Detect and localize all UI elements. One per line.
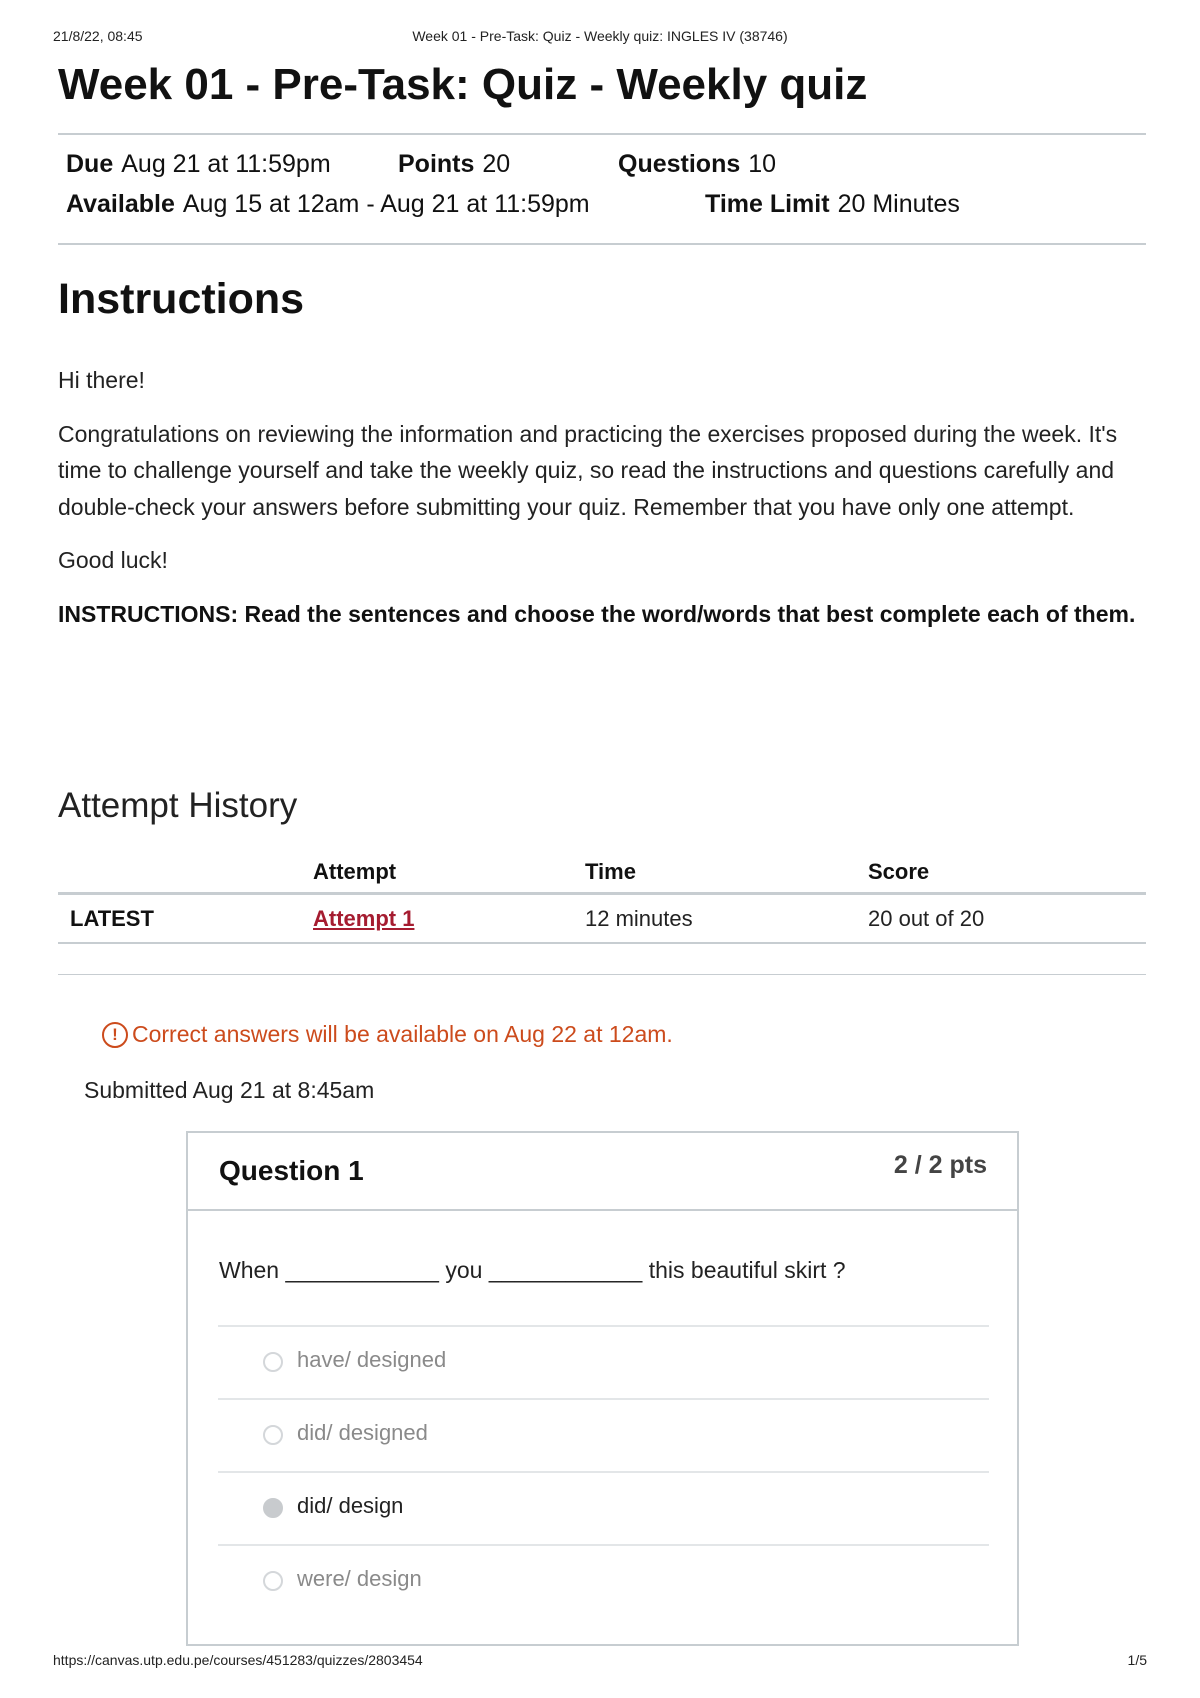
attempt-1-link[interactable]: Attempt 1 [313, 905, 415, 931]
divider [58, 133, 1146, 135]
divider [58, 974, 1146, 975]
questions-value: 10 [748, 150, 777, 178]
description-text: Congratulations on reviewing the information and practicing the exercises proposed during the week. It's time to challenge yourself and take the weekly quiz, so read the instructions and questions carefully and double-check your answers before submitting your quiz. Remember that you have only one attempt. [58, 420, 1118, 520]
questions-detail [618, 150, 776, 179]
answer-option[interactable] [218, 1544, 989, 1617]
answer-label: did/ design [297, 1493, 404, 1518]
column-header-attempt: Attempt [313, 852, 585, 894]
due-label: Due [66, 150, 114, 178]
answer-option-selected[interactable] [218, 1471, 989, 1544]
greeting-text: Hi there! [58, 367, 145, 393]
time-limit-label: Time Limit [705, 190, 830, 218]
radio-button[interactable] [263, 1571, 283, 1591]
good-luck-text: Good luck! [58, 547, 168, 573]
table-header-row [58, 852, 1146, 894]
warning-circle-icon: ! [102, 1022, 128, 1048]
attempt-cell [313, 894, 585, 944]
table-row [58, 894, 1146, 944]
submitted-timestamp: Submitted Aug 21 at 8:45am [84, 1077, 375, 1103]
print-footer [53, 1652, 1147, 1672]
page-title: Week 01 - Pre-Task: Quiz - Weekly quiz [58, 60, 868, 109]
correct-answers-notice [102, 1021, 673, 1048]
print-header [53, 28, 1147, 48]
answer-list [218, 1325, 989, 1617]
radio-button[interactable] [263, 1352, 283, 1372]
attempt-history-heading: Attempt History [58, 786, 298, 825]
points-label: Points [398, 150, 475, 178]
print-document-title: Week 01 - Pre-Task: Quiz - Weekly quiz: INGLES IV (38746) [412, 28, 788, 44]
print-url: https://canvas.utp.edu.pe/courses/451283/quizzes/2803454 [53, 1652, 423, 1668]
answer-label: have/ designed [297, 1347, 447, 1372]
attempt-time: 12 minutes [585, 894, 868, 944]
instructions-heading: Instructions [58, 275, 305, 323]
available-detail [66, 190, 590, 219]
time-limit-value: 20 Minutes [837, 190, 960, 218]
available-label: Available [66, 190, 175, 218]
points-detail [398, 150, 510, 179]
column-header [58, 852, 313, 894]
answer-label: were/ design [297, 1566, 422, 1591]
column-header-time: Time [585, 852, 868, 894]
due-detail [66, 150, 331, 179]
time-limit-detail [705, 190, 960, 219]
question-points: 2 / 2 pts [893, 1151, 987, 1179]
due-value: Aug 21 at 11:59pm [121, 150, 331, 178]
radio-button-selected[interactable] [263, 1498, 283, 1518]
print-date: 21/8/22, 08:45 [53, 28, 143, 44]
question-card [186, 1131, 1019, 1646]
quiz-details-row-2 [66, 190, 1066, 230]
page-number: 1/5 [1127, 1652, 1147, 1668]
notice-text: Correct answers will be available on Aug 22 at 12am. [132, 1021, 673, 1047]
attempt-history-table [58, 852, 1146, 944]
available-value: Aug 15 at 12am - Aug 21 at 11:59pm [182, 190, 590, 218]
latest-label: LATEST [58, 894, 313, 944]
answer-option[interactable] [218, 1325, 989, 1398]
column-header-score: Score [868, 852, 1146, 894]
questions-label: Questions [618, 150, 741, 178]
attempt-score: 20 out of 20 [868, 894, 1146, 944]
answer-label: did/ designed [297, 1420, 428, 1445]
quiz-details [66, 150, 1066, 230]
radio-button[interactable] [263, 1425, 283, 1445]
answer-option[interactable] [218, 1398, 989, 1471]
instructions-directive: INSTRUCTIONS: Read the sentences and choose the word/words that best complete each of them. [58, 600, 1136, 627]
question-header [188, 1133, 1017, 1211]
divider [58, 243, 1146, 245]
quiz-details-row-1 [66, 150, 1066, 190]
points-value: 20 [482, 150, 511, 178]
question-text: When ____________ you ____________ this beautiful skirt ? [219, 1257, 846, 1283]
question-title: Question 1 [219, 1155, 364, 1186]
instructions-body [58, 362, 1148, 649]
